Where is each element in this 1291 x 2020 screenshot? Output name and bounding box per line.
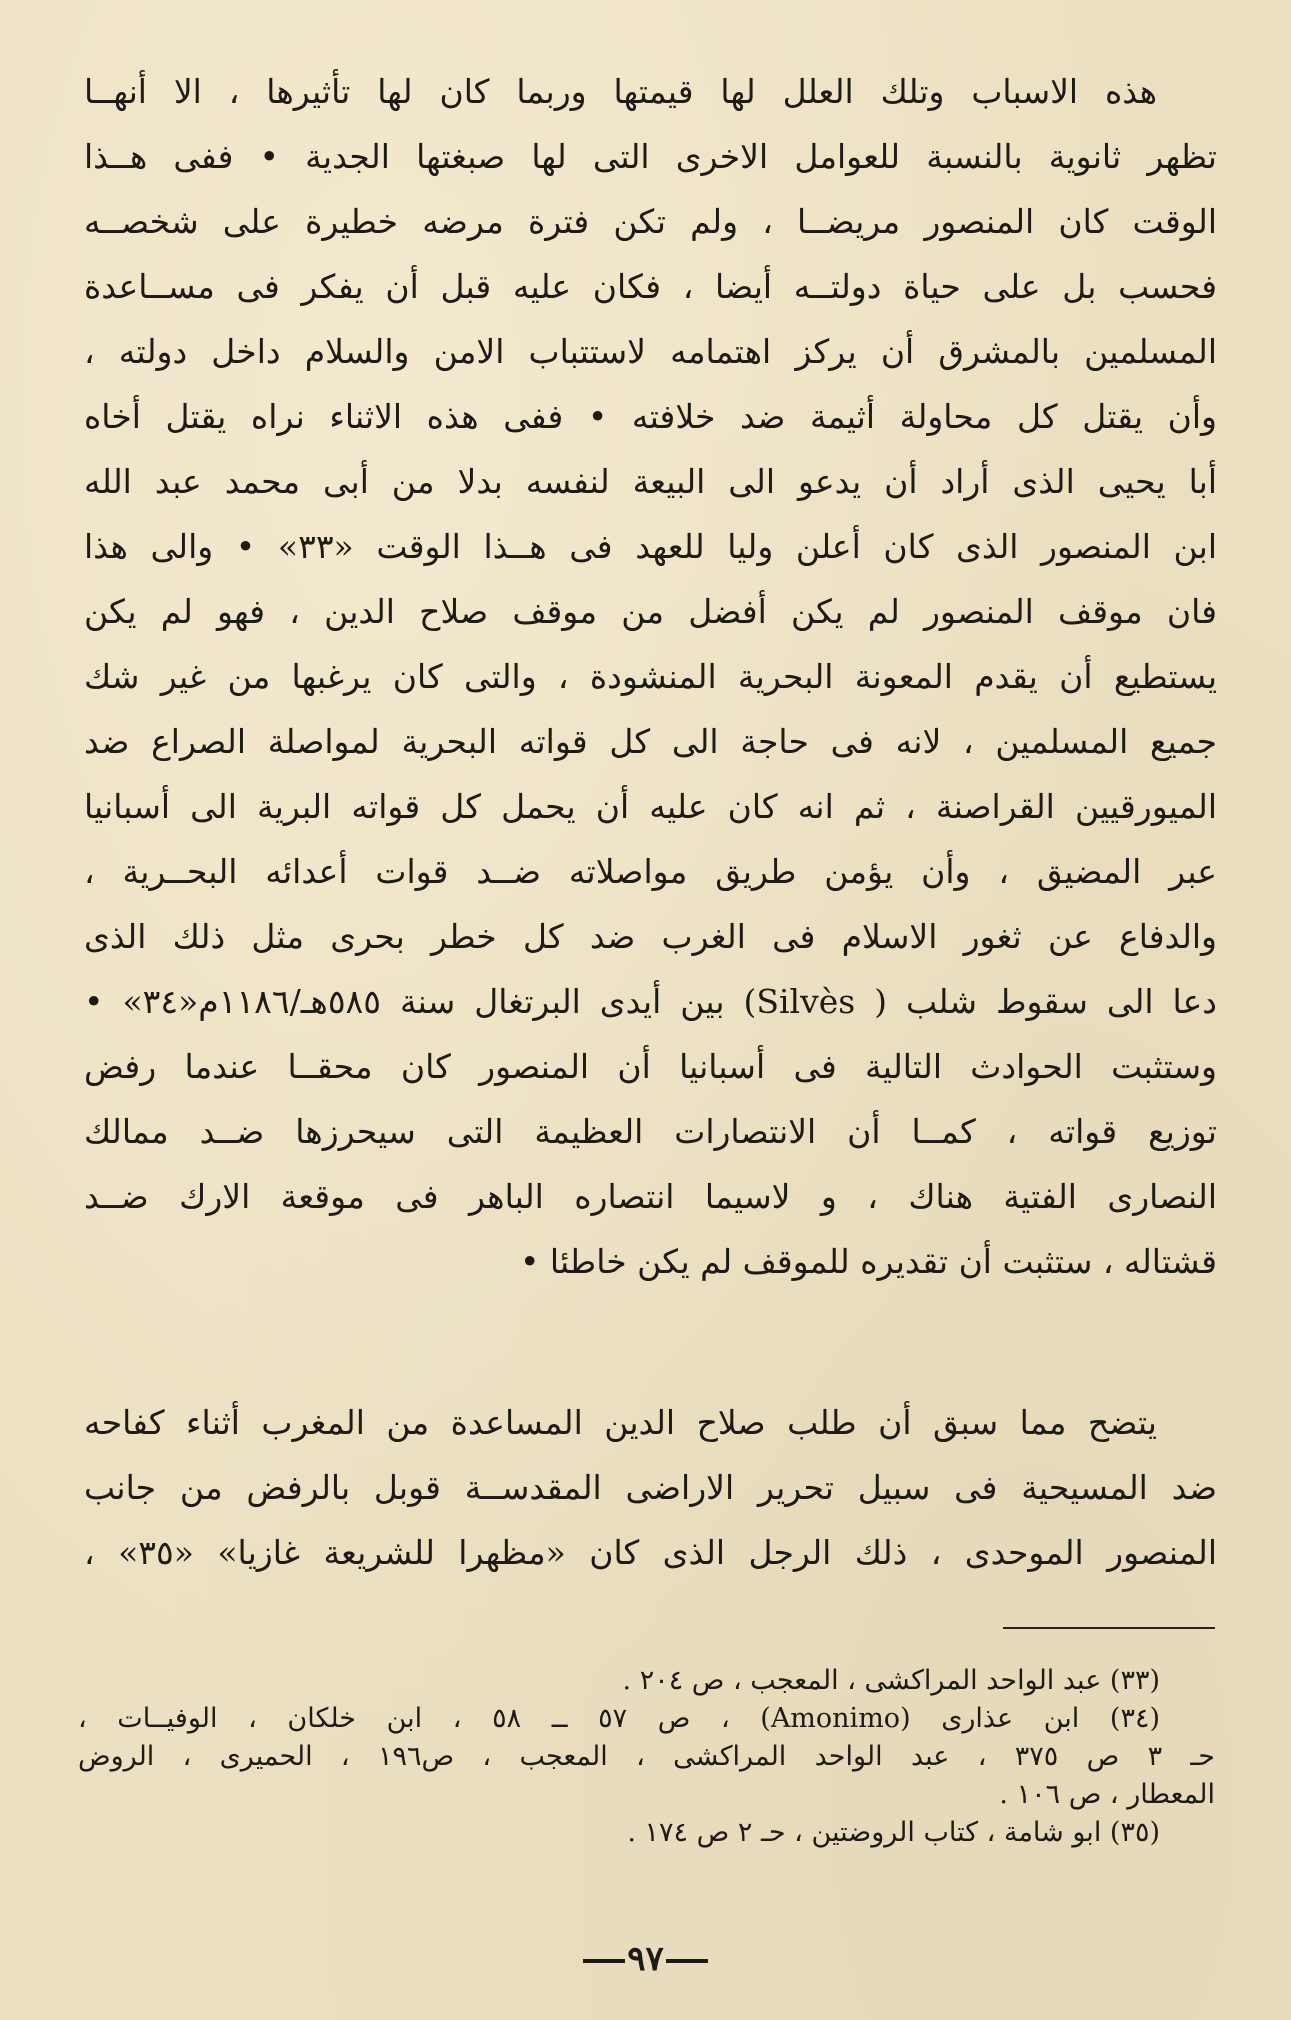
paragraph-line: ابن المنصور الذى كان أعلن وليا للعهد فى هــذا الوقت «٣٣» • والى هذا (84, 527, 1217, 566)
paragraph-line: قشتاله ، ستثبت أن تقديره للموقف لم يكن خاطئا • (519, 1242, 1217, 1281)
paragraph-line: جميع المسلمين ، لانه فى حاجة الى كل قواته البحرية لمواصلة الصراع ضد (84, 722, 1217, 761)
paragraph-line: وستثبت الحوادث التالية فى أسبانيا أن المنصور كان محقــا عندما رفض (84, 1047, 1217, 1086)
page-number-dash-left (583, 1959, 625, 1963)
footnote-33: (٣٣) عبد الواحد المراكشى ، المعجب ، ص ٢٠٤ . (622, 1665, 1160, 1696)
paragraph-line: عبر المضيق ، وأن يؤمن طريق مواصلاته ضــد قوات أعدائه البحــرية ، (84, 852, 1217, 891)
footnote-34-continuation: حـ ٣ ص ٣٧٥ ، عبد الواحد المراكشى ، المعجب ، ص١٩٦ ، الحميرى ، الروض (78, 1741, 1215, 1772)
footnote-34: (٣٤) ابن عذارى (Amonimo) ، ص ٥٧ ــ ٥٨ ، ابن خلكان ، الوفيــات ، (78, 1703, 1161, 1734)
page-number-value: ٩٧ (627, 1939, 664, 1979)
paragraph-line: المنصور الموحدى ، ذلك الرجل الذى كان «مظهرا للشريعة غازيا» «٣٥» ، (84, 1533, 1217, 1572)
page-number (0, 1935, 1291, 1983)
footnote-34-continuation: المعطار ، ص ١٠٦ . (999, 1779, 1215, 1810)
paragraph-line: دعا الى سقوط شلب ( Silvès) بين أيدى البرتغال سنة ٥٨٥هـ/١١٨٦م«٣٤» • (84, 982, 1217, 1021)
paragraph-line: الميورقيين القراصنة ، ثم انه كان عليه أن يحمل كل قواته البرية الى أسبانيا (84, 787, 1217, 826)
footnote-divider (1003, 1627, 1215, 1629)
paragraph-line: فحسب بل على حياة دولتــه أيضا ، فكان عليه قبل أن يفكر فى مســاعدة (84, 267, 1217, 306)
paragraph-line: النصارى الفتية هناك ، و لاسيما انتصاره الباهر فى موقعة الارك ضــد (84, 1177, 1217, 1216)
footnote-35: (٣٥) ابو شامة ، كتاب الروضتين ، حـ ٢ ص ١٧٤ . (627, 1817, 1160, 1848)
paragraph-line: هذه الاسباب وتلك العلل لها قيمتها وربما كان لها تأثيرها ، الا أنهــا (84, 72, 1157, 111)
paragraph-line: توزيع قواته ، كمــا أن الانتصارات العظيمة التى سيحرزها ضــد ممالك (84, 1112, 1217, 1151)
paragraph-line: والدفاع عن ثغور الاسلام فى الغرب ضد كل خطر بحرى مثل ذلك الذى (84, 917, 1217, 956)
paragraph-line: المسلمين بالمشرق أن يركز اهتمامه لاستتباب الامن والسلام داخل دولته ، (84, 332, 1217, 371)
paragraph-line: تظهر ثانوية بالنسبة للعوامل الاخرى التى لها صبغتها الجدية • ففى هــذا (84, 137, 1217, 176)
paragraph-line: الوقت كان المنصور مريضــا ، ولم تكن فترة مرضه خطيرة على شخصــه (84, 202, 1217, 241)
paragraph-line: يستطيع أن يقدم المعونة البحرية المنشودة ، والتى كان يرغبها من غير شك (84, 657, 1217, 696)
paragraph-line: يتضح مما سبق أن طلب صلاح الدين المساعدة من المغرب أثناء كفاحه (84, 1403, 1157, 1442)
page-number-dash-right (666, 1959, 708, 1963)
paragraph-line: أبا يحيى الذى أراد أن يدعو الى البيعة لنفسه بدلا من أبى محمد عبد الله (84, 462, 1217, 501)
paragraph-line: وأن يقتل كل محاولة أثيمة ضد خلافته • ففى هذه الاثناء نراه يقتل أخاه (84, 397, 1217, 436)
paragraph-line: ضد المسيحية فى سبيل تحرير الاراضى المقدســة قوبل بالرفض من جانب (84, 1468, 1217, 1507)
paragraph-line: فان موقف المنصور لم يكن أفضل من موقف صلاح الدين ، فهو لم يكن (84, 592, 1217, 631)
